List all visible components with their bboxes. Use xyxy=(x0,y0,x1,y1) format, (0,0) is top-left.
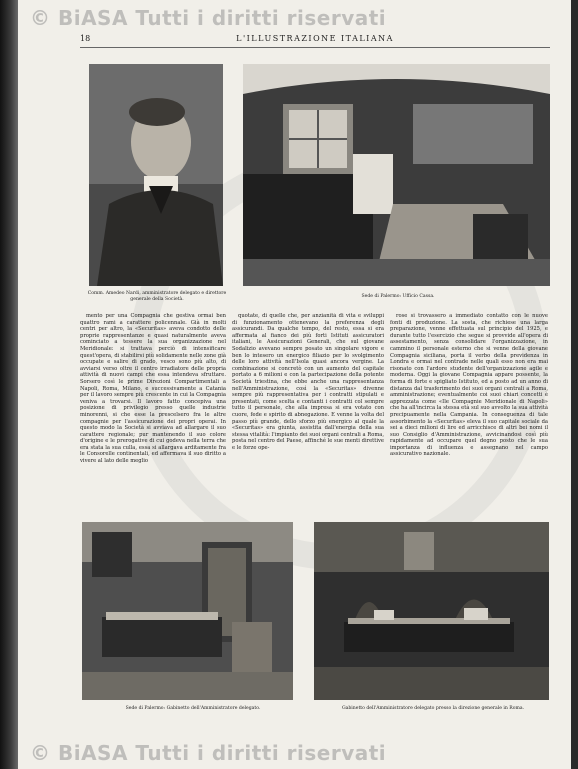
article-text-3: rose si trovassero a immediato contatto con le nuove fonti di produzione. La sosta, che richiese una larga preparazione, venne effettuata sul principio del 1925, e durante tutto l'esercizio che segue si provvide all'opera di assestamento, senza consolidare l'organizzazione, in cammino il personale esterno che si venne della giovane Compagnia siciliana, porta il verbo della previdenza in Londra e ormai nel contrade nelle quali esso non era mai risonato con l'ardore studente dell'organizzazione agile e moderna. Oggi la giovane Compagnia appare possente, la forma di forte e spigliato Istituto, ed a posto ad un anno di distanza dal trasferimento dei suoi organi centrali a Roma, amministrazione; eventualmente coi suoi chiari concetti è apprezzata come «Ile Compagnie Meridionale di Napoli» che ha all'incirca la stessa età sul suo avvolto la sua attività precipuamente nella Campania. In conseguenza di tale assorbimento la «Securitas» eleva il suo capitale sociale da sei a dieci milioni di lire ed arricchisce di altri bei nomi il suo Consiglio d'Amministrazione, avvicinandosi così più rapidamente ad occupare quel degno posto che le sua importanza di influenza e assegnano nel campo assicurativo nazionale. xyxy=(390,313,548,458)
palermo-cabinet-caption: Sede di Palermo: Gabinetto dell'Amministratore delegato. xyxy=(125,706,261,711)
palermo-office-caption: Sede di Palermo: Ufficio Cassa. xyxy=(361,294,435,299)
book-spine xyxy=(0,0,18,769)
palermo-cabinet-image xyxy=(82,522,293,700)
portrait-image xyxy=(89,64,223,286)
magazine-page xyxy=(18,0,571,769)
portrait-photo xyxy=(89,64,223,286)
watermark-top: © BiASA Tutti i diritti riservati xyxy=(30,6,387,30)
page-number: 18 xyxy=(80,34,91,43)
rome-cabinet-photo xyxy=(314,522,549,700)
article-column-3 xyxy=(390,313,548,517)
portrait-caption: Comm. Amedeo Nardi, amministratore delegato e direttore generale della Società. xyxy=(87,291,227,302)
magazine-title: L'ILLUSTRAZIONE ITALIANA xyxy=(236,34,394,43)
office-image xyxy=(243,64,550,286)
watermark-bottom: © BiASA Tutti i diritti riservati xyxy=(30,741,387,765)
rome-cabinet-image xyxy=(314,522,549,700)
article-column-2 xyxy=(232,313,384,517)
article-text-2: quotate, di quelle che, per anzianità di vita e sviluppi di funzionamento ottenevano la preferenza degli assicurandi. Da qualche tempo, del resto, essa si era affermata al fianco dei più forti Istituti assicuratori italiani, le Assicurazioni Generali, che sul giovane Sodalizio avevano sempre posato un singolare vigore e ben lo intesero un energico filiazio per lo svolgimento delle loro attività nell'Isola quasi ancora vergine. La combinazione si concretò con un aumento del capitale portato a 6 milioni e con la partecipazione della potente Società triestina, che ebbe anche una rappresentanza nell'Amministrazione, così la «Securitas» divenne sempre più rappresentativa per i contratti stipulati e presentati, come scelta e contanti i contratti col sempre tutto il personale, che alla impresa si era votato con cuore, fede e spirito di abnegazione. E venne la volta del passo più grande, dello sforzo più energico al quale la «Securitas» era giunta, assistita dall'energia della sua stessa vitalità: l'impianto dei suoi organi centrali a Roma, posta nel centro del Paese, affinché le sue menti direttive e le forze ope- xyxy=(232,313,384,451)
palermo-office-photo xyxy=(243,64,550,286)
palermo-cabinet-photo xyxy=(82,522,293,700)
article-text-1: mento per una Compagnia che gestiva ormai ben quattro rami a carattere policennale. Già in molti centri per altro, la «Securitas» aveva condotto delle proprie rappresentanze e quasi naturalmente aveva cominciato a tessere la sua organizzazione nel Meridionale: si trattava perciò di intensificare quest'opera, di stabilirsi più solidamente nelle zone già occupate e salire di grado, vesco sono più alto, di avviarsi verso oltre il centro irradiatore delle propria attività di nuovi campi che essa intendeva sfruttare. Sorsero così le prime Direzioni Compartimentali a Napoli, Roma, Milano, e successivamente a Catania per il lavoro sempre più crescente in cui la Compagnia veniva a trovarsi. Il lavoro fatto concepiva una posizione di privilegio presso quelle industrie minorenni, si che esse la prescelsero fra le altre compagnie per l'assicurazione dei propri operai. In questo modo la Società si avviava ad allargare il suo carattere regionale; pur mantenendo il suo colore d'origine e le prerogative di cui godeva nella terra che era stata la sua culla, essa si allargava arditamente fra le Consorelle continentali, ed affermava il suo diritto a vivere al lato delle meglio xyxy=(80,313,226,465)
rome-cabinet-caption: Gabinetto dell'Amministratore delegato presso la direzione generale in Roma. xyxy=(341,706,525,711)
article-column-1 xyxy=(80,313,226,517)
page-header xyxy=(80,33,550,48)
